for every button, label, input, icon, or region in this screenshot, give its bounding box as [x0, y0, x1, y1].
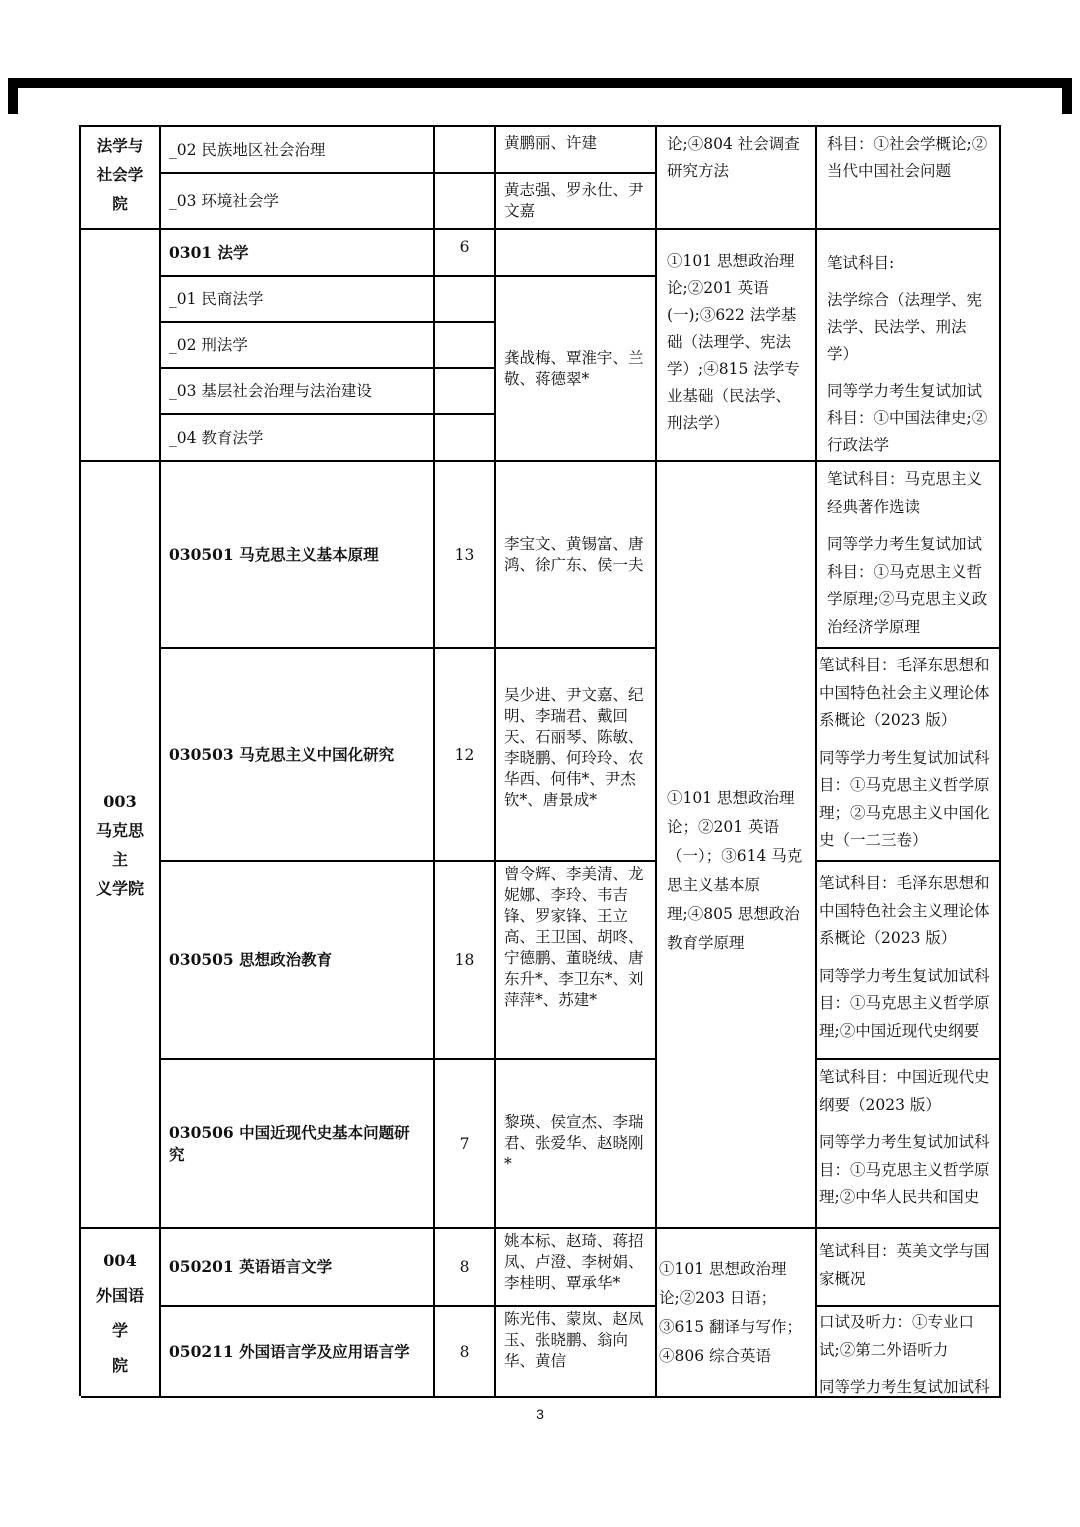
department-cell: 法学与 社会学 院: [81, 127, 161, 230]
advisors-cell: 陈光伟、蒙岚、赵凤玉、张晓鹏、翁向华、黄信: [496, 1307, 657, 1398]
count-cell: [435, 127, 496, 174]
major-code-cell: 0301 法学: [161, 230, 435, 277]
major-cell: _02 民族地区社会治理: [161, 127, 435, 174]
exam-subjects-cell: ①101 思想政治理论；②201 英语（一）；③614 马克思主义基本原理;④805 思想政治教育学原理: [657, 462, 817, 1229]
requirements-cell: 笔试科目：英美文学与国家概况: [817, 1229, 1001, 1307]
requirements-cell: 笔试科目：毛泽东思想和中国特色社会主义理论体系概论（2023 版） 同等学力考生复试加试科目：①马克思主义哲学原理;②中国近现代史纲要: [817, 862, 1001, 1060]
count-cell: [435, 277, 496, 323]
requirements-cell: 笔试科目：毛泽东思想和中国特色社会主义理论体系概论（2023 版） 同等学力考生复试加试科目：①马克思主义哲学原理；②马克思主义中国化史（一二三卷）: [817, 649, 1001, 862]
department-cell: 003 马克思主 义学院: [81, 462, 161, 1229]
exam-subjects-cell: ①101 思想政治理论;②201 英语(一);③622 法学基础（法理学、宪法学）;④815 法学专业基础（民法学、刑法学）: [657, 230, 817, 462]
requirements-cell: 科目：①社会学概论;②当代中国社会问题: [817, 127, 1001, 230]
count-cell: 8: [435, 1229, 496, 1307]
major-cell: 050201 英语语言文学: [161, 1229, 435, 1307]
advisors-cell: 吴少进、尹文嘉、纪明、李瑞君、戴回天、石丽琴、陈敏、李晓鹏、何玲玲、农华西、何伟*、尹杰钦*、唐景成*: [496, 649, 657, 862]
department-cell: [81, 230, 161, 462]
major-cell: 030505 思想政治教育: [161, 862, 435, 1060]
top-right-bracket: [1062, 78, 1072, 114]
requirements-cell: 笔试科目：中国近现代史纲要（2023 版） 同等学力考生复试加试科目：①马克思主义哲学原理;②中华人民共和国史: [817, 1060, 1001, 1229]
count-cell: [435, 415, 496, 462]
top-left-bracket: [8, 78, 18, 114]
advisors-cell: 曾令辉、李美清、龙妮娜、李玲、韦吉锋、罗家锋、王立高、王卫国、胡咚、宁德鹏、董晓绒、唐东升*、李卫东*、刘萍萍*、苏建*: [496, 862, 657, 1060]
count-cell: [435, 323, 496, 369]
enrollment-table: [79, 125, 1001, 1396]
count-cell: 7: [435, 1060, 496, 1229]
major-cell: _02 刑法学: [161, 323, 435, 369]
count-cell: 13: [435, 462, 496, 649]
count-cell: [435, 369, 496, 415]
requirements-cell: 口试及听力：①专业口试;②第二外语听力 同等学力考生复试加试科: [817, 1307, 1001, 1398]
department-cell: 004 外国语学 院: [81, 1229, 161, 1398]
major-cell: 030503 马克思主义中国化研究: [161, 649, 435, 862]
count-cell: [435, 174, 496, 230]
count-cell: 8: [435, 1307, 496, 1398]
count-cell: 12: [435, 649, 496, 862]
advisors-cell: 黄志强、罗永仕、尹文嘉: [496, 174, 657, 230]
requirements-cell: 笔试科目：马克思主义经典著作选读 同等学力考生复试加试科目：①马克思主义哲学原理;②马克思主义政治经济学原理: [817, 462, 1001, 649]
advisors-cell: 黄鹏丽、许建: [496, 127, 657, 174]
major-cell: _03 基层社会治理与法治建设: [161, 369, 435, 415]
count-cell: 6: [435, 230, 496, 277]
major-cell: 030506 中国近现代史基本问题研究: [161, 1060, 435, 1229]
exam-subjects-cell: 论;④804 社会调查研究方法: [657, 127, 817, 230]
major-cell: _01 民商法学: [161, 277, 435, 323]
advisors-cell: 龚战梅、覃淮宇、兰敬、蒋德翠*: [496, 277, 657, 462]
top-border-bar: [8, 78, 1072, 88]
advisors-cell: [496, 230, 657, 277]
major-cell: 050211 外国语言学及应用语言学: [161, 1307, 435, 1398]
count-cell: 18: [435, 862, 496, 1060]
advisors-cell: 李宝文、黄锡富、唐鸿、徐广东、侯一夫: [496, 462, 657, 649]
advisors-cell: 姚本标、赵琦、蒋招凤、卢澄、李树娟、李桂明、覃承华*: [496, 1229, 657, 1307]
major-cell: _04 教育法学: [161, 415, 435, 462]
major-cell: 030501 马克思主义基本原理: [161, 462, 435, 649]
exam-subjects-cell: ①101 思想政治理论;②203 日语；③615 翻译与写作；④806 综合英语: [657, 1229, 817, 1398]
advisors-cell: 黎瑛、侯宣杰、李瑞君、张爱华、赵晓刚*: [496, 1060, 657, 1229]
requirements-cell: 笔试科目: 法学综合（法理学、宪法学、民法学、刑法学） 同等学力考生复试加试科目：①中国法律史;②行政法学: [817, 230, 1001, 462]
major-cell: _03 环境社会学: [161, 174, 435, 230]
page-number: 3: [536, 1406, 544, 1422]
